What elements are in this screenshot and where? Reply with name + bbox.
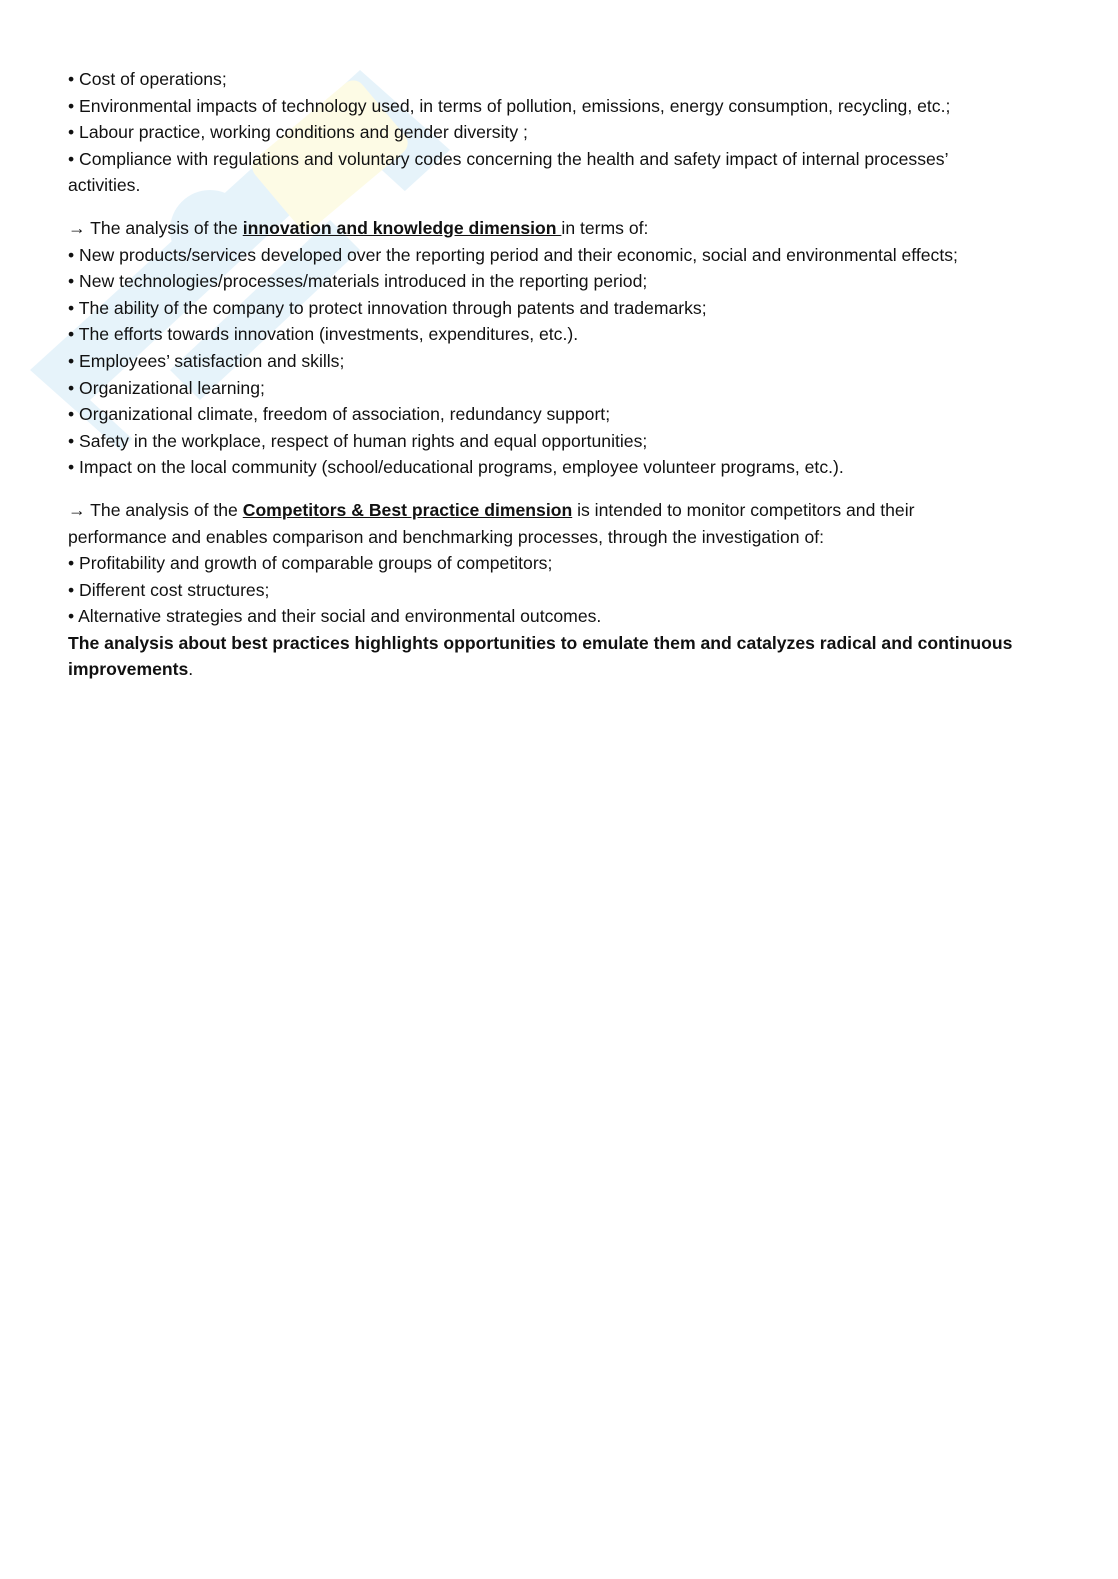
- dimension-title: innovation and knowledge dimension: [242, 217, 562, 238]
- conclusion-bold: The analysis about best practices highlights opportunities to emulate them and catalyzes radical and continuous improvements: [68, 632, 1013, 680]
- intro-prefix: → The analysis of the: [68, 499, 243, 520]
- list-item: • Safety in the workplace, respect of human rights and equal opportunities;: [68, 430, 648, 451]
- intro-suffix: in terms of:: [561, 217, 649, 238]
- section-intro: [68, 215, 1058, 242]
- list-item: • Labour practice, working conditions and gender diversity ;: [68, 122, 528, 143]
- list-item: • New products/services developed over the reporting period and their economic, social and environmental effects;: [68, 244, 958, 265]
- list-item: • Profitability and growth of comparable groups of competitors;: [68, 553, 553, 574]
- list-item: • Organizational learning;: [68, 377, 265, 398]
- list-item: • Impact on the local community (school/educational programs, employee volunteer programs, etc.).: [68, 457, 844, 478]
- list-item: • Organizational climate, freedom of association, redundancy support;: [68, 404, 611, 425]
- list-item: • Cost of operations;: [68, 69, 227, 89]
- list-item: • New technologies/processes/materials introduced in the reporting period;: [68, 271, 648, 292]
- list-item: • Compliance with regulations and voluntary codes concerning the health and safety impact of internal processes’ activities.: [68, 148, 948, 196]
- section-operations: [68, 66, 1058, 199]
- list-item: • Different cost structures;: [68, 579, 270, 600]
- list-item: • Employees’ satisfaction and skills;: [68, 350, 345, 371]
- intro-suffix: is intended to monitor competitors and their performance and enables comparison and benchmarking processes, through the investigation of:: [68, 499, 915, 547]
- document-page: [68, 66, 1058, 683]
- section-innovation: [68, 215, 1058, 481]
- dimension-title: Competitors & Best practice dimension: [242, 499, 573, 520]
- list-item: • Alternative strategies and their social and environmental outcomes.: [68, 606, 602, 627]
- conclusion-end: .: [188, 659, 194, 680]
- intro-prefix: → The analysis of the: [68, 217, 243, 238]
- list-item: • The ability of the company to protect innovation through patents and trademarks;: [68, 297, 707, 318]
- section-intro: [68, 497, 968, 550]
- section-competitors: [68, 497, 1058, 683]
- list-item: • The efforts towards innovation (investments, expenditures, etc.).: [68, 324, 579, 345]
- list-item: • Environmental impacts of technology used, in terms of pollution, emissions, energy consumption, recycling, etc.;: [68, 95, 951, 116]
- conclusion-paragraph: [68, 630, 1028, 683]
